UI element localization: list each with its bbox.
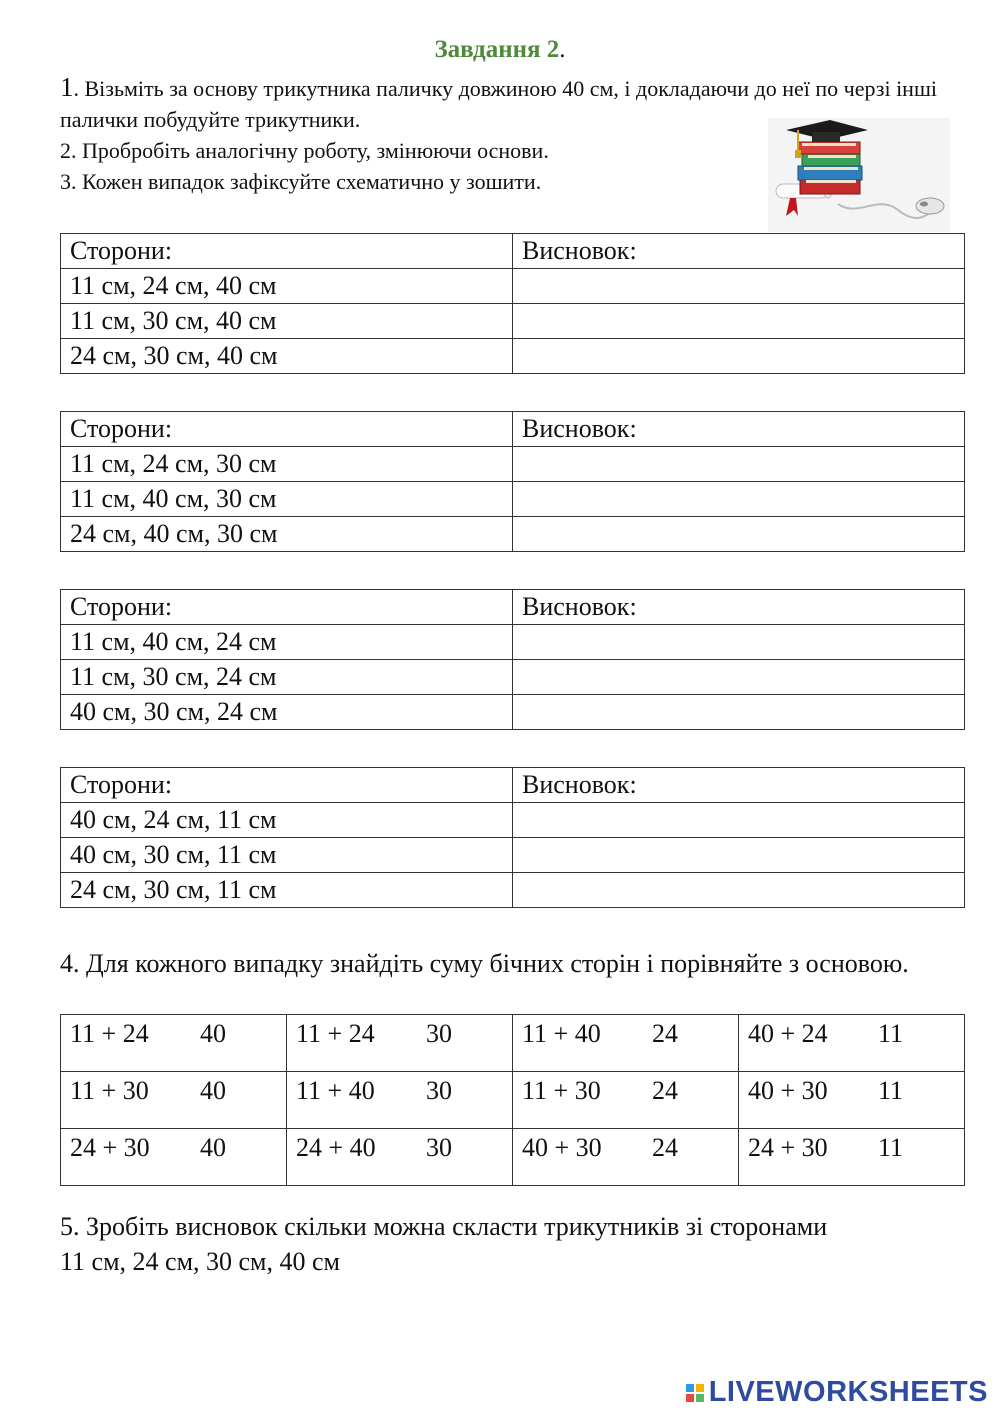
sum-expression: 11 + 40 bbox=[522, 1019, 601, 1048]
header-conclusion: Висновок: bbox=[513, 590, 965, 625]
sum-base: 11 bbox=[878, 1133, 904, 1162]
question-5 bbox=[60, 1209, 965, 1279]
sum-base: 24 bbox=[652, 1019, 678, 1048]
sum-cell[interactable] bbox=[287, 1072, 513, 1129]
conclusion-cell[interactable] bbox=[513, 339, 965, 374]
title-punct: . bbox=[559, 36, 566, 63]
sum-expression: 40 + 24 bbox=[748, 1019, 828, 1048]
liveworksheets-logo bbox=[686, 1376, 988, 1409]
sum-base: 24 bbox=[652, 1133, 678, 1162]
logo-text: LIVEWORKSHEETS bbox=[708, 1376, 988, 1408]
table-row bbox=[61, 482, 965, 517]
conclusion-cell[interactable] bbox=[513, 517, 965, 552]
sides-cell: 11 см, 24 см, 40 см bbox=[61, 269, 513, 304]
sum-base: 11 bbox=[878, 1019, 904, 1048]
sum-expression: 40 + 30 bbox=[748, 1076, 828, 1105]
sides-table-4 bbox=[60, 767, 965, 908]
header-sides: Сторони: bbox=[61, 234, 513, 269]
table-row bbox=[61, 803, 965, 838]
sum-expression: 40 + 30 bbox=[522, 1133, 602, 1162]
sum-expression: 11 + 30 bbox=[522, 1076, 601, 1105]
table-header-row bbox=[61, 590, 965, 625]
table-row bbox=[61, 517, 965, 552]
sum-base: 11 bbox=[878, 1076, 904, 1105]
sides-cell: 11 см, 30 см, 24 см bbox=[61, 660, 513, 695]
table-row bbox=[61, 873, 965, 908]
sum-cell[interactable] bbox=[739, 1072, 965, 1129]
sides-cell: 24 см, 30 см, 40 см bbox=[61, 339, 513, 374]
sides-cell: 11 см, 40 см, 24 см bbox=[61, 625, 513, 660]
sum-expression: 24 + 30 bbox=[748, 1133, 828, 1162]
sides-table-2 bbox=[60, 411, 965, 552]
conclusion-cell[interactable] bbox=[513, 838, 965, 873]
sides-cell: 11 см, 30 см, 40 см bbox=[61, 304, 513, 339]
conclusion-cell[interactable] bbox=[513, 269, 965, 304]
sum-expression: 24 + 30 bbox=[70, 1133, 150, 1162]
sum-cell[interactable] bbox=[287, 1129, 513, 1186]
table-row bbox=[61, 660, 965, 695]
table-row bbox=[61, 304, 965, 339]
sums-row bbox=[61, 1129, 965, 1186]
instruction-3: 3. Кожен випадок зафіксуйте схематично у зошити. bbox=[60, 169, 542, 194]
header-conclusion: Висновок: bbox=[513, 234, 965, 269]
sum-base: 40 bbox=[200, 1133, 226, 1162]
table-header-row bbox=[61, 768, 965, 803]
page-title bbox=[0, 36, 1000, 64]
sum-cell[interactable] bbox=[513, 1129, 739, 1186]
sum-cell[interactable] bbox=[513, 1072, 739, 1129]
sum-cell[interactable] bbox=[287, 1015, 513, 1072]
sum-cell[interactable] bbox=[739, 1015, 965, 1072]
conclusion-cell[interactable] bbox=[513, 447, 965, 482]
question-5-line-2: 11 см, 24 см, 30 см, 40 см bbox=[60, 1247, 341, 1276]
sum-base: 30 bbox=[426, 1019, 452, 1048]
header-conclusion: Висновок: bbox=[513, 412, 965, 447]
logo-icon bbox=[686, 1384, 704, 1402]
sides-cell: 40 см, 30 см, 11 см bbox=[61, 838, 513, 873]
conclusion-cell[interactable] bbox=[513, 482, 965, 517]
table-row bbox=[61, 838, 965, 873]
sums-row bbox=[61, 1072, 965, 1129]
sides-cell: 24 см, 40 см, 30 см bbox=[61, 517, 513, 552]
sides-cell: 40 см, 24 см, 11 см bbox=[61, 803, 513, 838]
sum-expression: 11 + 24 bbox=[70, 1019, 149, 1048]
sides-cell: 24 см, 30 см, 11 см bbox=[61, 873, 513, 908]
question-5-line-1: 5. Зробіть висновок скільки можна скласти трикутників зі сторонами bbox=[60, 1212, 828, 1241]
sums-grid bbox=[60, 1014, 965, 1186]
header-sides: Сторони: bbox=[61, 412, 513, 447]
conclusion-cell[interactable] bbox=[513, 660, 965, 695]
table-header-row bbox=[61, 412, 965, 447]
conclusion-cell[interactable] bbox=[513, 625, 965, 660]
sides-table-1 bbox=[60, 233, 965, 374]
sum-base: 24 bbox=[652, 1076, 678, 1105]
conclusion-cell[interactable] bbox=[513, 873, 965, 908]
sum-base: 30 bbox=[426, 1076, 452, 1105]
sums-row bbox=[61, 1015, 965, 1072]
sum-cell[interactable] bbox=[61, 1129, 287, 1186]
sum-base: 30 bbox=[426, 1133, 452, 1162]
sides-cell: 40 см, 30 см, 24 см bbox=[61, 695, 513, 730]
sum-base: 40 bbox=[200, 1019, 226, 1048]
sum-expression: 11 + 40 bbox=[296, 1076, 375, 1105]
instruction-1-text: . Візьміть за основу трикутника паличку довжиною 40 см, і докладаючи до неї по черзі інші палички побудуйте трикутники. bbox=[60, 76, 938, 132]
table-row bbox=[61, 625, 965, 660]
header-sides: Сторони: bbox=[61, 768, 513, 803]
sides-cell: 11 см, 40 см, 30 см bbox=[61, 482, 513, 517]
table-row bbox=[61, 339, 965, 374]
sum-cell[interactable] bbox=[739, 1129, 965, 1186]
sides-cell: 11 см, 24 см, 30 см bbox=[61, 447, 513, 482]
title-text: Завдання 2 bbox=[434, 36, 560, 63]
question-4: 4. Для кожного випадку знайдіть суму бічних сторін і порівняйте з основою. bbox=[60, 949, 909, 978]
header-conclusion: Висновок: bbox=[513, 768, 965, 803]
table-row bbox=[61, 447, 965, 482]
sum-expression: 11 + 30 bbox=[70, 1076, 149, 1105]
instruction-1-number: 1 bbox=[60, 72, 74, 102]
conclusion-cell[interactable] bbox=[513, 803, 965, 838]
sum-expression: 24 + 40 bbox=[296, 1133, 376, 1162]
conclusion-cell[interactable] bbox=[513, 695, 965, 730]
sum-base: 40 bbox=[200, 1076, 226, 1105]
sides-table-3 bbox=[60, 589, 965, 730]
sum-cell[interactable] bbox=[513, 1015, 739, 1072]
conclusion-cell[interactable] bbox=[513, 304, 965, 339]
header-sides: Сторони: bbox=[61, 590, 513, 625]
table-row bbox=[61, 695, 965, 730]
instruction-2: 2. Пробробіть аналогічну роботу, змінюючи основи. bbox=[60, 138, 549, 163]
books-graduation-illustration bbox=[768, 118, 950, 232]
table-header-row bbox=[61, 234, 965, 269]
sum-cell[interactable] bbox=[61, 1072, 287, 1129]
sum-expression: 11 + 24 bbox=[296, 1019, 375, 1048]
sum-cell[interactable] bbox=[61, 1015, 287, 1072]
table-row bbox=[61, 269, 965, 304]
